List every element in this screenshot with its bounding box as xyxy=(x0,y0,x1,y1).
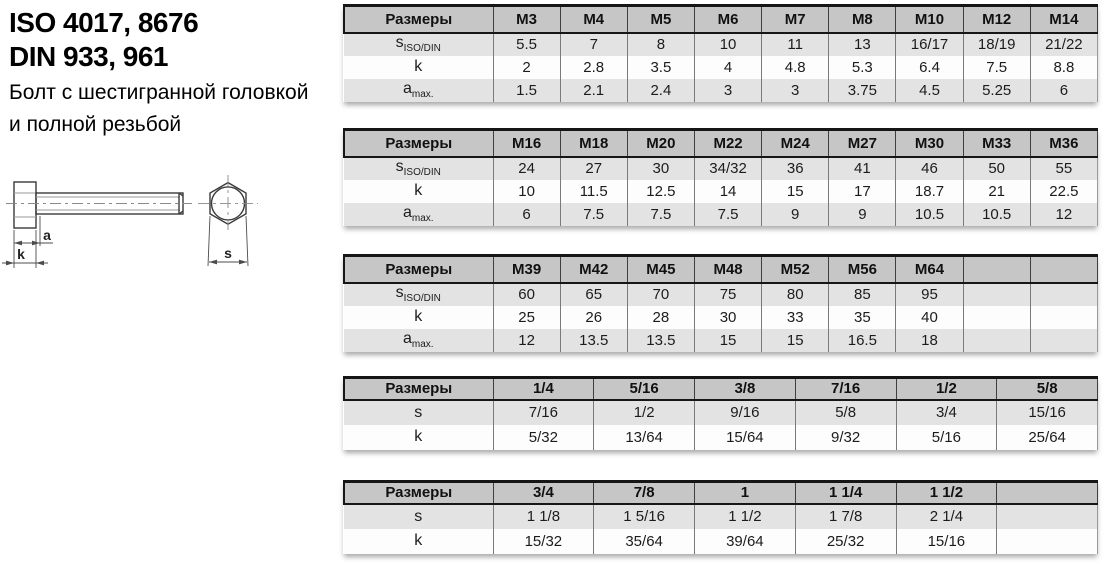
size-column-header: M4 xyxy=(560,6,627,33)
dim-value-cell: 10 xyxy=(694,33,761,56)
dim-value-cell: 3 xyxy=(694,79,761,102)
size-column-header: 7/8 xyxy=(594,482,695,504)
dim-value-cell: 2.1 xyxy=(560,79,627,102)
dim-value-cell: 13.5 xyxy=(627,329,694,352)
dim-value-cell xyxy=(1030,306,1097,329)
dim-table-2 xyxy=(343,254,1098,352)
size-column-header: M52 xyxy=(762,256,829,283)
size-column-header: 5/8 xyxy=(997,378,1098,400)
bolt-head-outline xyxy=(14,182,36,228)
table-row xyxy=(344,529,1098,554)
row-label: $a_{max.}$ xyxy=(344,79,493,102)
size-column-header: M27 xyxy=(829,130,896,157)
dim-value-cell: 13 xyxy=(829,33,896,56)
product-description-line1: Болт с шестигранной головкой xyxy=(9,81,309,104)
row-label: k xyxy=(344,425,493,450)
dim-value-cell: 9 xyxy=(829,203,896,226)
dim-value-cell: 15 xyxy=(762,180,829,203)
dim-value-cell: 10.5 xyxy=(896,203,963,226)
row-label: $a_{max.}$ xyxy=(344,203,493,226)
table-header-row xyxy=(344,482,1098,504)
dim-value-cell xyxy=(963,283,1030,306)
row-label: k xyxy=(344,56,493,79)
table-header-row xyxy=(344,378,1098,400)
dim-value-cell: 46 xyxy=(896,157,963,180)
dim-value-cell: 12 xyxy=(493,329,560,352)
dim-value-cell: 2.8 xyxy=(560,56,627,79)
dim-value-cell: 10 xyxy=(493,180,560,203)
dim-value-cell: 75 xyxy=(694,283,761,306)
size-column-header: 7/16 xyxy=(795,378,896,400)
dim-value-cell xyxy=(997,504,1098,529)
dim-table-grid-1 xyxy=(343,128,1098,226)
row-label: k xyxy=(344,529,493,554)
table-row xyxy=(344,504,1098,529)
dim-value-cell: 4.8 xyxy=(762,56,829,79)
size-column-header: M48 xyxy=(694,256,761,283)
table-header-label: Размеры xyxy=(344,130,493,157)
row-label: s xyxy=(344,400,493,425)
table-header-label: Размеры xyxy=(344,256,493,283)
dim-table-1 xyxy=(343,128,1098,226)
dim-k-label: k xyxy=(17,246,25,262)
dim-value-cell: 30 xyxy=(694,306,761,329)
dim-value-cell: 5.5 xyxy=(493,33,560,56)
dim-value-cell: 7/16 xyxy=(493,400,594,425)
size-column-header: M42 xyxy=(560,256,627,283)
bolt-drawing-svg xyxy=(0,150,300,320)
dim-table-3 xyxy=(343,376,1098,450)
dim-value-cell: 5/32 xyxy=(493,425,594,450)
dim-value-cell xyxy=(1030,283,1097,306)
dim-value-cell: 70 xyxy=(627,283,694,306)
dim-value-cell: 7.5 xyxy=(694,203,761,226)
size-column-header: 1 1/2 xyxy=(896,482,997,504)
bolt-technical-drawing xyxy=(0,150,300,320)
size-column-header: M16 xyxy=(493,130,560,157)
size-column-header: M6 xyxy=(694,6,761,33)
dim-value-cell: 4 xyxy=(694,56,761,79)
dim-value-cell xyxy=(963,306,1030,329)
table-row xyxy=(344,329,1098,352)
size-column-header: M14 xyxy=(1030,6,1097,33)
table-header-label: Размеры xyxy=(344,482,493,504)
dim-table-grid-4 xyxy=(343,480,1098,554)
size-column-header xyxy=(997,482,1098,504)
dim-value-cell: 36 xyxy=(762,157,829,180)
bolt-side-view xyxy=(6,182,192,228)
dim-value-cell: 14 xyxy=(694,180,761,203)
dim-value-cell: 2 1/4 xyxy=(896,504,997,529)
bolt-end-view xyxy=(198,175,258,232)
dim-value-cell: 6.4 xyxy=(896,56,963,79)
size-column-header: 3/4 xyxy=(493,482,594,504)
dim-value-cell: 22.5 xyxy=(1030,180,1097,203)
dim-value-cell: 7.5 xyxy=(963,56,1030,79)
size-column-header: M45 xyxy=(627,256,694,283)
dim-value-cell: 3 xyxy=(762,79,829,102)
dim-value-cell: 5/8 xyxy=(795,400,896,425)
dim-value-cell: 5.25 xyxy=(963,79,1030,102)
table-row xyxy=(344,203,1098,226)
size-column-header: M33 xyxy=(963,130,1030,157)
dim-value-cell: 50 xyxy=(963,157,1030,180)
product-description-line2: и полной резьбой xyxy=(9,113,182,136)
dim-value-cell: 3/4 xyxy=(896,400,997,425)
dim-value-cell: 15/64 xyxy=(695,425,796,450)
dim-value-cell: 1/2 xyxy=(594,400,695,425)
dim-value-cell: 15/16 xyxy=(997,400,1098,425)
dim-value-cell: 13/64 xyxy=(594,425,695,450)
row-label: k xyxy=(344,180,493,203)
size-column-header: 3/8 xyxy=(695,378,796,400)
dim-value-cell: 85 xyxy=(829,283,896,306)
table-header-label: Размеры xyxy=(344,378,493,400)
dim-table-4 xyxy=(343,480,1098,554)
dim-value-cell: 4.5 xyxy=(896,79,963,102)
dim-value-cell: 7.5 xyxy=(627,203,694,226)
dim-value-cell: 65 xyxy=(560,283,627,306)
dim-value-cell: 27 xyxy=(560,157,627,180)
dim-value-cell: 2 xyxy=(493,56,560,79)
table-row xyxy=(344,306,1098,329)
dim-value-cell: 1 1/2 xyxy=(695,504,796,529)
dim-value-cell: 15 xyxy=(762,329,829,352)
dim-value-cell: 9/32 xyxy=(795,425,896,450)
size-column-header: M64 xyxy=(896,256,963,283)
size-column-header: M3 xyxy=(493,6,560,33)
dim-value-cell: 30 xyxy=(627,157,694,180)
row-label: $s_{ISO/DIN}$ xyxy=(344,283,493,306)
dim-value-cell: 16.5 xyxy=(829,329,896,352)
dim-value-cell: 13.5 xyxy=(560,329,627,352)
row-label: s xyxy=(344,504,493,529)
size-column-header: 5/16 xyxy=(594,378,695,400)
size-column-header: M8 xyxy=(829,6,896,33)
dim-value-cell: 1 5/16 xyxy=(594,504,695,529)
dim-value-cell: 2.4 xyxy=(627,79,694,102)
dim-value-cell: 55 xyxy=(1030,157,1097,180)
size-column-header: M7 xyxy=(762,6,829,33)
dim-value-cell: 8.8 xyxy=(1030,56,1097,79)
dim-value-cell: 25 xyxy=(493,306,560,329)
dim-value-cell: 41 xyxy=(829,157,896,180)
dim-value-cell: 11 xyxy=(762,33,829,56)
table-row xyxy=(344,180,1098,203)
dim-value-cell: 26 xyxy=(560,306,627,329)
dim-table-0 xyxy=(343,4,1098,102)
size-column-header: 1 xyxy=(695,482,796,504)
dim-value-cell: 28 xyxy=(627,306,694,329)
size-column-header: M22 xyxy=(694,130,761,157)
size-column-header: M10 xyxy=(896,6,963,33)
table-row xyxy=(344,400,1098,425)
dim-value-cell: 16/17 xyxy=(896,33,963,56)
row-label: $a_{max.}$ xyxy=(344,329,493,352)
dim-value-cell: 9/16 xyxy=(695,400,796,425)
dim-value-cell: 34/32 xyxy=(694,157,761,180)
dim-value-cell: 15/32 xyxy=(493,529,594,554)
dim-a-label: a xyxy=(43,227,51,243)
dim-value-cell: 7 xyxy=(560,33,627,56)
dim-value-cell: 3.5 xyxy=(627,56,694,79)
title-block xyxy=(9,6,339,138)
dim-value-cell: 18.7 xyxy=(896,180,963,203)
dim-value-cell: 15/16 xyxy=(896,529,997,554)
size-column-header: 1/4 xyxy=(493,378,594,400)
dim-value-cell: 6 xyxy=(1030,79,1097,102)
standard-title-iso: ISO 4017, 8676 xyxy=(9,7,199,38)
table-header-label: Размеры xyxy=(344,6,493,33)
dim-value-cell: 15 xyxy=(694,329,761,352)
dim-value-cell xyxy=(1030,329,1097,352)
dim-value-cell: 25/32 xyxy=(795,529,896,554)
size-column-header: M20 xyxy=(627,130,694,157)
size-column-header xyxy=(963,256,1030,283)
size-column-header: M39 xyxy=(493,256,560,283)
size-column-header: M56 xyxy=(829,256,896,283)
row-label: $s_{ISO/DIN}$ xyxy=(344,157,493,180)
size-column-header: M24 xyxy=(762,130,829,157)
size-column-header: 1/2 xyxy=(896,378,997,400)
size-column-header: M36 xyxy=(1030,130,1097,157)
dim-value-cell: 12 xyxy=(1030,203,1097,226)
dim-value-cell: 11.5 xyxy=(560,180,627,203)
dim-value-cell: 95 xyxy=(896,283,963,306)
row-label: k xyxy=(344,306,493,329)
dim-value-cell: 24 xyxy=(493,157,560,180)
dim-table-grid-2 xyxy=(343,254,1098,352)
dim-value-cell: 33 xyxy=(762,306,829,329)
dim-value-cell: 6 xyxy=(493,203,560,226)
dim-table-grid-3 xyxy=(343,376,1098,450)
table-header-row xyxy=(344,130,1098,157)
dim-value-cell: 12.5 xyxy=(627,180,694,203)
size-column-header xyxy=(1030,256,1097,283)
dim-value-cell: 5/16 xyxy=(896,425,997,450)
dim-value-cell: 21 xyxy=(963,180,1030,203)
dim-s-label: s xyxy=(224,245,232,261)
table-row xyxy=(344,33,1098,56)
dim-value-cell: 21/22 xyxy=(1030,33,1097,56)
table-header-row xyxy=(344,6,1098,33)
dim-value-cell xyxy=(997,529,1098,554)
table-row xyxy=(344,425,1098,450)
dim-value-cell: 10.5 xyxy=(963,203,1030,226)
table-row xyxy=(344,79,1098,102)
table-row xyxy=(344,283,1098,306)
dim-value-cell: 7.5 xyxy=(560,203,627,226)
dim-value-cell: 80 xyxy=(762,283,829,306)
dim-value-cell: 40 xyxy=(896,306,963,329)
standard-title-din: DIN 933, 961 xyxy=(9,41,168,72)
size-column-header: M18 xyxy=(560,130,627,157)
dim-value-cell xyxy=(963,329,1030,352)
dim-value-cell: 17 xyxy=(829,180,896,203)
dim-value-cell: 39/64 xyxy=(695,529,796,554)
dim-value-cell: 18/19 xyxy=(963,33,1030,56)
dim-value-cell: 60 xyxy=(493,283,560,306)
dim-value-cell: 35 xyxy=(829,306,896,329)
dimension-k xyxy=(2,246,48,265)
dim-table-grid-0 xyxy=(343,4,1098,102)
size-column-header: M5 xyxy=(627,6,694,33)
table-row xyxy=(344,157,1098,180)
table-header-row xyxy=(344,256,1098,283)
dim-value-cell: 3.75 xyxy=(829,79,896,102)
row-label: $s_{ISO/DIN}$ xyxy=(344,33,493,56)
dim-value-cell: 1.5 xyxy=(493,79,560,102)
size-column-header: M12 xyxy=(963,6,1030,33)
dim-value-cell: 9 xyxy=(762,203,829,226)
dim-value-cell: 8 xyxy=(627,33,694,56)
dim-value-cell: 5.3 xyxy=(829,56,896,79)
size-column-header: 1 1/4 xyxy=(795,482,896,504)
table-row xyxy=(344,56,1098,79)
dim-value-cell: 18 xyxy=(896,329,963,352)
size-column-header: M30 xyxy=(896,130,963,157)
dim-value-cell: 1 7/8 xyxy=(795,504,896,529)
dim-value-cell: 35/64 xyxy=(594,529,695,554)
dim-value-cell: 1 1/8 xyxy=(493,504,594,529)
dim-value-cell: 25/64 xyxy=(997,425,1098,450)
